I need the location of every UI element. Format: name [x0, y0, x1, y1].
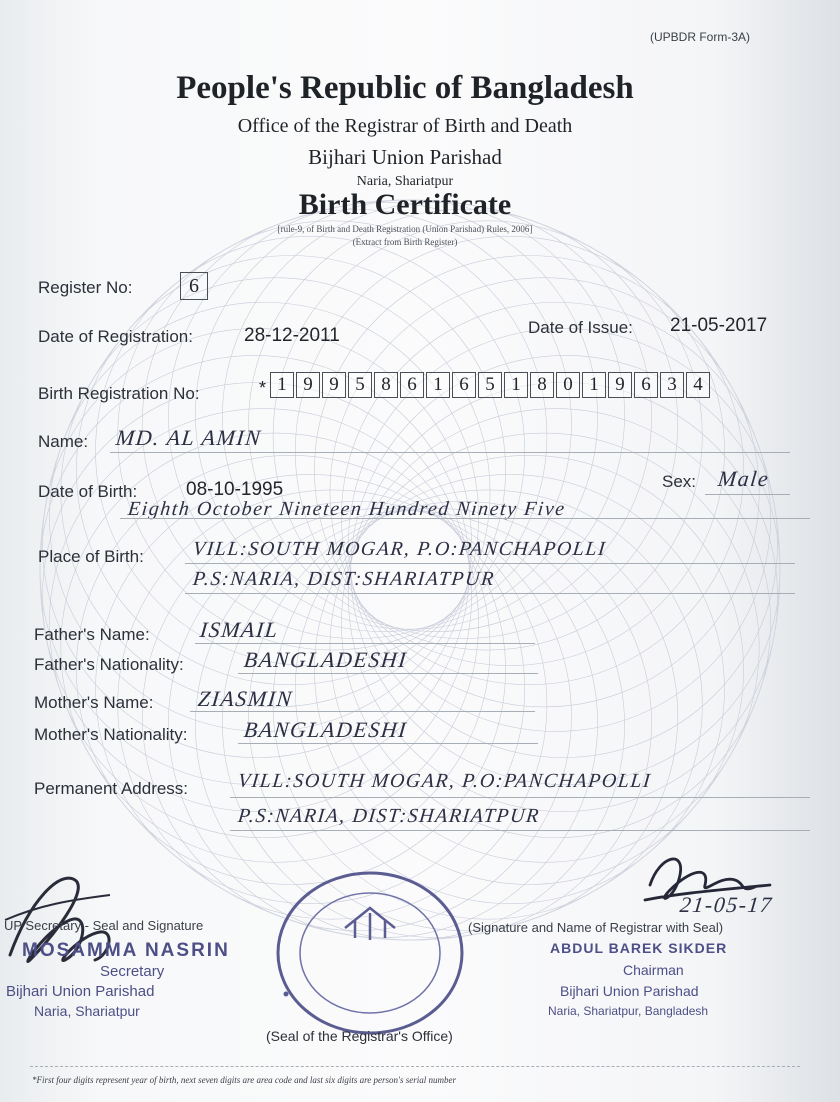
dob-value: 08-10-1995 [186, 479, 284, 500]
father-name-label: Father's Name: [34, 625, 150, 644]
birth-registration-digit: 8 [530, 372, 554, 398]
parishad-heading: Bijhari Union Parishad [308, 145, 502, 169]
permanent-address-line2: P.S:NARIA, DIST:SHARIATPUR [236, 805, 541, 827]
place-of-birth-underline2 [185, 593, 795, 594]
form-code: (UPBDR Form-3A) [650, 30, 751, 44]
birth-registration-digit: 3 [660, 372, 684, 398]
seal-caption: (Seal of the Registrar's Office) [266, 1028, 453, 1044]
birth-registration-digit: 8 [374, 372, 398, 398]
registration-date-label: Date of Registration: [38, 327, 193, 346]
permanent-address-underline2 [230, 830, 810, 831]
name-value: MD. AL AMIN [114, 425, 263, 450]
sex-underline [705, 494, 790, 495]
rule-reference: [rule-9, of Birth and Death Registration (Union Parishad) Rules, 2006] [277, 224, 533, 234]
country-heading: People's Republic of Bangladesh [176, 70, 634, 106]
place-of-birth-underline1 [185, 563, 795, 564]
place-of-birth-line1: VILL:SOUTH MOGAR, P.O:PANCHAPOLLI [191, 538, 608, 560]
mother-name-label: Mother's Name: [34, 693, 154, 712]
mother-name-underline [190, 711, 535, 712]
birth-registration-digit: 9 [296, 372, 320, 398]
father-name-value: ISMAIL [198, 617, 281, 642]
birth-registration-digit: 1 [270, 372, 294, 398]
father-nationality-underline [238, 673, 538, 674]
birth-registration-digit: 9 [322, 372, 346, 398]
birth-registration-digit: 6 [452, 372, 476, 398]
father-nationality-label: Father's Nationality: [34, 655, 184, 674]
name-underline [110, 452, 790, 453]
dob-underline [120, 518, 810, 519]
registrar-office-seal [270, 868, 470, 1038]
office-heading: Office of the Registrar of Birth and Death [237, 115, 573, 137]
registrar-caption: (Signature and Name of Registrar with Seal) [468, 920, 724, 935]
birth-registration-label: Birth Registration No: [38, 384, 200, 403]
birth-registration-digit: 5 [348, 372, 372, 398]
sex-value: Male [716, 466, 771, 491]
dob-label: Date of Birth: [38, 482, 138, 501]
register-no-box [180, 272, 208, 300]
birth-registration-marker: * [259, 378, 267, 398]
certificate-title: Birth Certificate [298, 188, 512, 221]
birth-registration-digit: 5 [478, 372, 502, 398]
secretary-caption: UP Secretary - Seal and Signature [4, 918, 204, 933]
birth-registration-digit: 1 [582, 372, 606, 398]
registrar-place: Naria, Shariatpur, Bangladesh [548, 1004, 709, 1018]
secretary-title: Secretary [100, 963, 165, 980]
secretary-place: Naria, Shariatpur [34, 1003, 140, 1019]
sex-label: Sex: [662, 472, 697, 491]
mother-nationality-value: BANGLADESHI [242, 717, 409, 742]
birth-registration-digit: 1 [426, 372, 450, 398]
birth-registration-digit: 1 [504, 372, 528, 398]
place-of-birth-line2: P.S:NARIA, DIST:SHARIATPUR [191, 568, 496, 590]
registration-date-value: 28-12-2011 [244, 325, 340, 346]
registrar-signed-date: 21-05-17 [678, 892, 775, 917]
permanent-address-underline1 [230, 797, 810, 798]
mother-name-value: ZIASMIN [196, 686, 295, 711]
birth-registration-digit: 0 [556, 372, 580, 398]
birth-registration-digit: 4 [686, 372, 710, 398]
birth-registration-number [270, 372, 712, 398]
registrar-org: Bijhari Union Parishad [560, 983, 699, 999]
permanent-address-line1: VILL:SOUTH MOGAR, P.O:PANCHAPOLLI [236, 770, 653, 792]
footnote-divider [30, 1066, 800, 1067]
secretary-name: MOSAMMA NASRIN [22, 940, 230, 961]
register-no-value: 6 [189, 275, 199, 297]
registrar-title: Chairman [623, 962, 684, 978]
registrar-name: ABDUL BAREK SIKDER [550, 940, 728, 956]
dob-in-words: Eighth October Nineteen Hundred Ninety Five [126, 498, 567, 520]
birth-registration-digit: 6 [634, 372, 658, 398]
mother-nationality-underline [238, 743, 538, 744]
name-label: Name: [38, 432, 89, 451]
secretary-org: Bijhari Union Parishad [6, 983, 155, 1000]
register-no-label: Register No: [38, 278, 133, 297]
father-nationality-value: BANGLADESHI [242, 647, 409, 672]
father-name-underline [195, 643, 535, 644]
footnote: *First four digits represent year of birth, next seven digits are area code and last six digits are person's serial number [32, 1075, 456, 1085]
register-extract-note: (Extract from Birth Register) [352, 237, 458, 247]
location-heading: Naria, Shariatpur [356, 174, 454, 189]
permanent-address-label: Permanent Address: [34, 779, 189, 798]
issue-date-value: 21-05-2017 [670, 315, 768, 336]
birth-registration-digit: 6 [400, 372, 424, 398]
issue-date-label: Date of Issue: [528, 318, 633, 337]
mother-nationality-label: Mother's Nationality: [34, 725, 188, 744]
place-of-birth-label: Place of Birth: [38, 547, 144, 566]
birth-registration-digit: 9 [608, 372, 632, 398]
